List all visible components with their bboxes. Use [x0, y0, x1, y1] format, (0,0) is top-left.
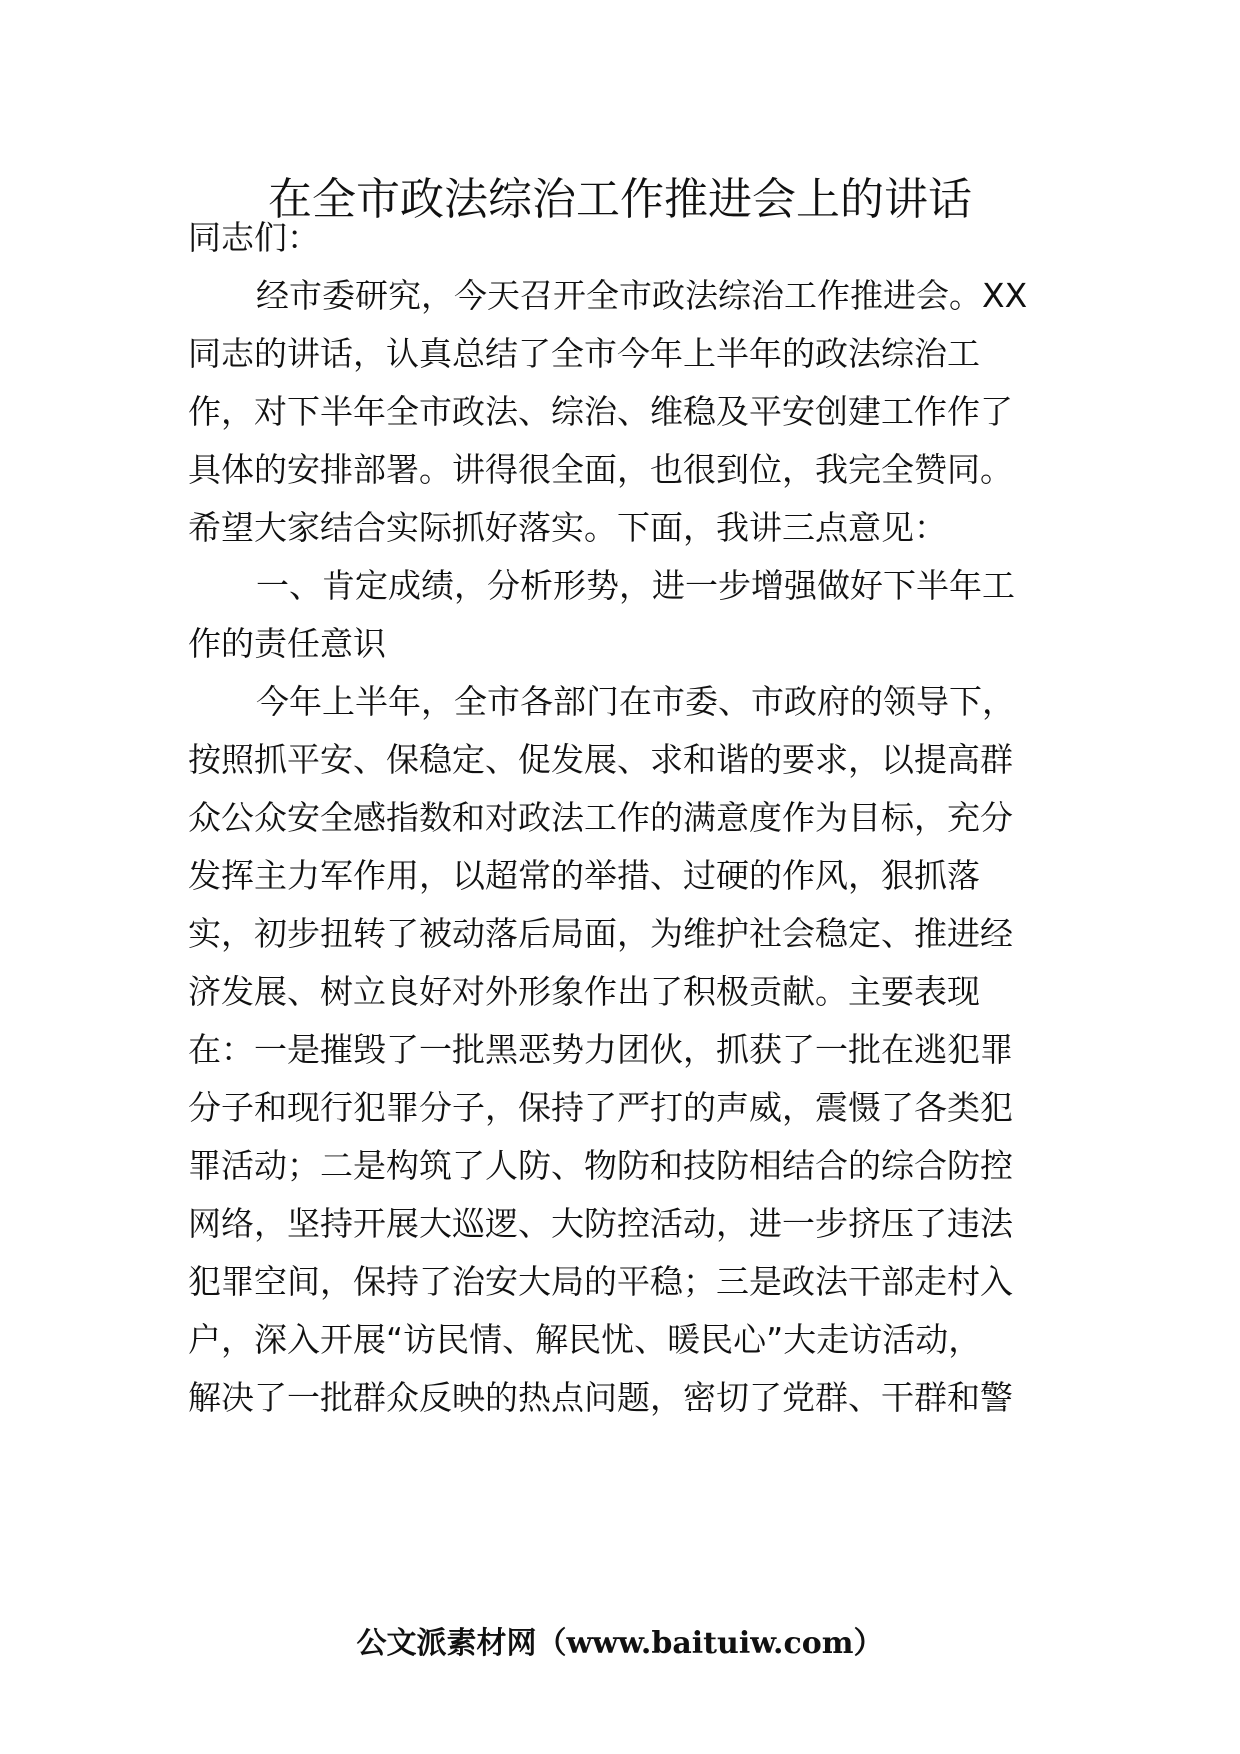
body-line: 犯罪空间，保持了治安大局的平稳；三是政法干部走村入: [188, 1262, 1013, 1301]
body-line: 同志的讲话，认真总结了全市今年上半年的政法综治工: [188, 334, 980, 373]
body-line: 作，对下半年全市政法、综治、维稳及平安创建工作作了: [188, 392, 1013, 431]
document-title: 在全市政法综治工作推进会上的讲话: [268, 174, 972, 225]
body-line: 希望大家结合实际抓好落实。下面，我讲三点意见：: [188, 508, 947, 547]
body-line: 网络，坚持开展大巡逻、大防控活动，进一步挤压了违法: [188, 1204, 1013, 1243]
body-line: 按照抓平安、保稳定、促发展、求和谐的要求，以提高群: [188, 740, 1013, 779]
salutation-line: 同志们：: [188, 218, 320, 257]
body-line: 在：一是摧毁了一批黑恶势力团伙，抓获了一批在逃犯罪: [188, 1030, 1013, 1069]
footer-watermark-text: 公文派素材网（www.baituiw.com）: [356, 1626, 884, 1661]
body-line: 发挥主力军作用，以超常的举措、过硬的作风，狠抓落: [188, 856, 980, 895]
body-line: 具体的安排部署。讲得很全面，也很到位，我完全赞同。: [188, 450, 1013, 489]
body-line: 经市委研究，今天召开全市政法综治工作推进会。XX: [256, 276, 1028, 315]
body-line: 户，深入开展“访民情、解民忧、暖民心”大走访活动，: [188, 1320, 982, 1359]
body-line: 众公众安全感指数和对政法工作的满意度作为目标，充分: [188, 798, 1013, 837]
body-line: 实，初步扭转了被动落后局面，为维护社会稳定、推进经: [188, 914, 1013, 953]
body-line: 今年上半年，全市各部门在市委、市政府的领导下，: [256, 682, 1015, 721]
body-line: 分子和现行犯罪分子，保持了严打的声威，震慑了各类犯: [188, 1088, 1013, 1127]
body-line: 济发展、树立良好对外形象作出了积极贡献。主要表现: [188, 972, 980, 1011]
body-line: 罪活动；二是构筑了人防、物防和技防相结合的综合防控: [188, 1146, 1013, 1185]
section-heading-line: 一、肯定成绩，分析形势，进一步增强做好下半年工: [256, 566, 1015, 605]
body-line: 解决了一批群众反映的热点问题，密切了党群、干群和警: [188, 1378, 1013, 1417]
section-heading-line: 作的责任意识: [188, 624, 386, 663]
